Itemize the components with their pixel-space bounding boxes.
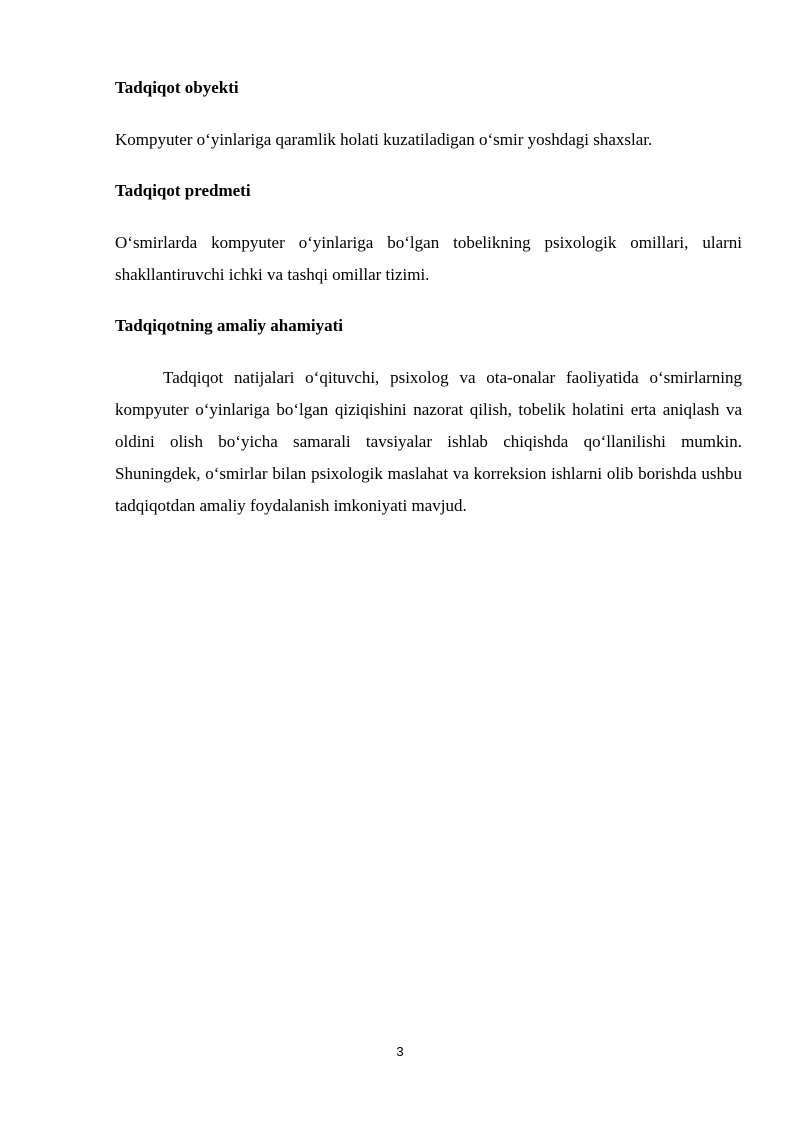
section-text-research-object: Kompyuter o‘yinlariga qaramlik holati kuzatiladigan o‘smir yoshdagi shaxslar. [115, 130, 653, 149]
section-heading-research-subject: Tadqiqot predmeti [115, 181, 251, 200]
page-number: 3 [396, 1044, 404, 1059]
section-text-practical-significance: Tadqiqot natijalari o‘qituvchi, psixolog va ota-onalar faoliyatida o‘smirlarning kompyuter o‘yinlariga bo‘lgan qiziqishini nazorat qilish, tobelik holatini erta aniqlash va oldini olish bo‘yicha samarali tavsiyalar ishlab chiqishda qo‘llanilishi mumkin. Shuningdek, o‘smirlar bilan psixologik maslahat va korreksion ishlarni olib borishda ushbu tadqiqotdan amaliy foydalanish imkoniyati mavjud. [115, 368, 742, 515]
section-text-research-subject: O‘smirlarda kompyuter o‘yinlariga bo‘lgan tobelikning psixologik omillari, ularni shakllantiruvchi ichki va tashqi omillar tizimi. [115, 233, 742, 284]
section-heading-research-object: Tadqiqot obyekti [115, 78, 239, 97]
section-heading-practical-significance: Tadqiqotning amaliy ahamiyati [115, 316, 343, 335]
page-content [115, 72, 742, 522]
